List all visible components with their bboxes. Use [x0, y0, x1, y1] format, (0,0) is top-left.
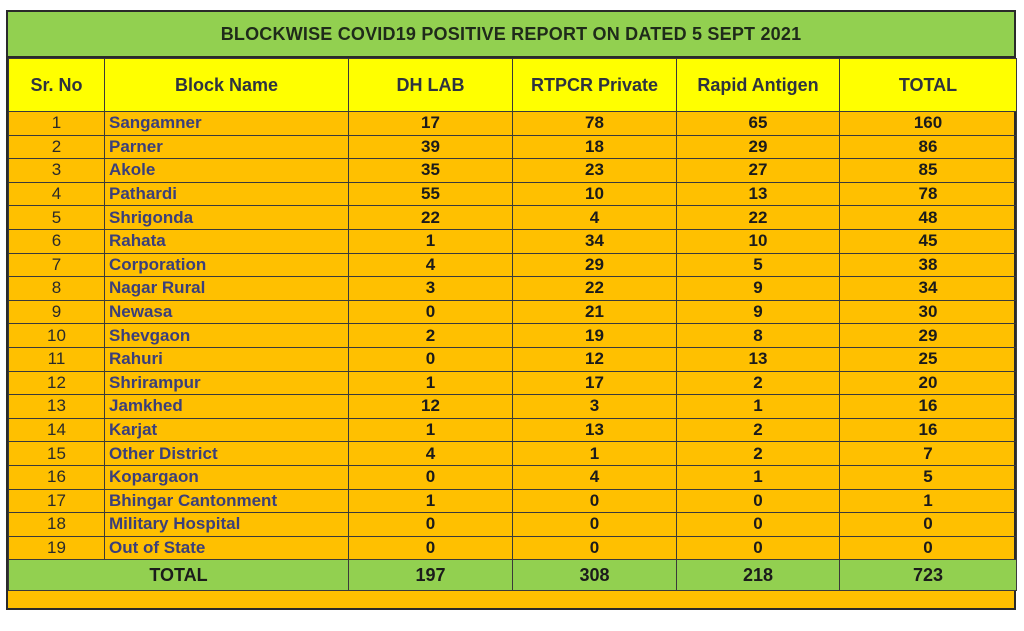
cell-sr-no: 12 [9, 371, 105, 395]
cell-sr-no: 7 [9, 253, 105, 277]
header-block-name: Block Name [105, 59, 349, 112]
cell-block-name: Jamkhed [105, 395, 349, 419]
cell-dh-lab: 1 [349, 489, 513, 513]
cell-block-name: Rahata [105, 229, 349, 253]
cell-rapid-antigen: 9 [677, 277, 840, 301]
cell-total: 25 [840, 347, 1017, 371]
cell-total: 0 [840, 513, 1017, 537]
cell-rapid-antigen: 0 [677, 513, 840, 537]
cell-total: 38 [840, 253, 1017, 277]
cell-sr-no: 17 [9, 489, 105, 513]
cell-rapid-antigen: 9 [677, 300, 840, 324]
table-row [9, 135, 1017, 159]
table-row [9, 182, 1017, 206]
cell-rtpcr-private: 78 [513, 112, 677, 136]
cell-block-name: Shevgaon [105, 324, 349, 348]
cell-sr-no: 1 [9, 112, 105, 136]
total-rtpcr-private: 308 [513, 560, 677, 591]
cell-dh-lab: 1 [349, 229, 513, 253]
cell-total: 16 [840, 418, 1017, 442]
cell-rapid-antigen: 1 [677, 465, 840, 489]
cell-dh-lab: 1 [349, 371, 513, 395]
cell-rtpcr-private: 22 [513, 277, 677, 301]
cell-sr-no: 9 [9, 300, 105, 324]
total-rapid-antigen: 218 [677, 560, 840, 591]
cell-dh-lab: 17 [349, 112, 513, 136]
cell-total: 16 [840, 395, 1017, 419]
table-row [9, 418, 1017, 442]
table-row [9, 513, 1017, 537]
cell-sr-no: 6 [9, 229, 105, 253]
header-row [9, 59, 1017, 112]
report-sheet [6, 10, 1016, 610]
cell-rapid-antigen: 8 [677, 324, 840, 348]
cell-block-name: Karjat [105, 418, 349, 442]
table-row [9, 347, 1017, 371]
cell-rapid-antigen: 5 [677, 253, 840, 277]
table-row [9, 536, 1017, 560]
cell-sr-no: 2 [9, 135, 105, 159]
cell-block-name: Military Hospital [105, 513, 349, 537]
cell-total: 29 [840, 324, 1017, 348]
cell-dh-lab: 0 [349, 347, 513, 371]
cell-dh-lab: 22 [349, 206, 513, 230]
cell-total: 20 [840, 371, 1017, 395]
cell-rtpcr-private: 10 [513, 182, 677, 206]
cell-rtpcr-private: 29 [513, 253, 677, 277]
cell-total: 1 [840, 489, 1017, 513]
table-row [9, 371, 1017, 395]
cell-total: 86 [840, 135, 1017, 159]
cell-rtpcr-private: 12 [513, 347, 677, 371]
cell-total: 160 [840, 112, 1017, 136]
cell-sr-no: 15 [9, 442, 105, 466]
cell-rtpcr-private: 13 [513, 418, 677, 442]
cell-dh-lab: 0 [349, 300, 513, 324]
header-total: TOTAL [840, 59, 1017, 112]
table-row [9, 253, 1017, 277]
table-row [9, 112, 1017, 136]
cell-dh-lab: 0 [349, 465, 513, 489]
header-sr-no: Sr. No [9, 59, 105, 112]
header-rapid-antigen: Rapid Antigen [677, 59, 840, 112]
cell-total: 30 [840, 300, 1017, 324]
cell-sr-no: 13 [9, 395, 105, 419]
cell-total: 45 [840, 229, 1017, 253]
cell-rapid-antigen: 0 [677, 489, 840, 513]
cell-rapid-antigen: 13 [677, 182, 840, 206]
cell-block-name: Other District [105, 442, 349, 466]
cell-total: 7 [840, 442, 1017, 466]
cell-block-name: Akole [105, 159, 349, 183]
cell-rapid-antigen: 2 [677, 418, 840, 442]
table-row [9, 465, 1017, 489]
cell-dh-lab: 55 [349, 182, 513, 206]
cell-rapid-antigen: 22 [677, 206, 840, 230]
cell-dh-lab: 12 [349, 395, 513, 419]
cell-block-name: Bhingar Cantonment [105, 489, 349, 513]
cell-rtpcr-private: 4 [513, 465, 677, 489]
cell-dh-lab: 0 [349, 536, 513, 560]
cell-dh-lab: 3 [349, 277, 513, 301]
covid-report-table [8, 58, 1017, 591]
grand-total: 723 [840, 560, 1017, 591]
cell-sr-no: 3 [9, 159, 105, 183]
table-row [9, 395, 1017, 419]
cell-total: 0 [840, 536, 1017, 560]
cell-rapid-antigen: 13 [677, 347, 840, 371]
cell-sr-no: 10 [9, 324, 105, 348]
cell-rapid-antigen: 27 [677, 159, 840, 183]
cell-block-name: Nagar Rural [105, 277, 349, 301]
cell-rtpcr-private: 23 [513, 159, 677, 183]
cell-dh-lab: 1 [349, 418, 513, 442]
cell-total: 34 [840, 277, 1017, 301]
cell-rtpcr-private: 34 [513, 229, 677, 253]
cell-block-name: Newasa [105, 300, 349, 324]
cell-rapid-antigen: 65 [677, 112, 840, 136]
totals-label: TOTAL [9, 560, 349, 591]
cell-rapid-antigen: 0 [677, 536, 840, 560]
cell-rtpcr-private: 3 [513, 395, 677, 419]
cell-total: 48 [840, 206, 1017, 230]
cell-total: 85 [840, 159, 1017, 183]
cell-block-name: Sangamner [105, 112, 349, 136]
cell-sr-no: 11 [9, 347, 105, 371]
header-rtpcr-private: RTPCR Private [513, 59, 677, 112]
cell-sr-no: 8 [9, 277, 105, 301]
table-row [9, 229, 1017, 253]
cell-rapid-antigen: 1 [677, 395, 840, 419]
cell-rapid-antigen: 2 [677, 371, 840, 395]
cell-dh-lab: 0 [349, 513, 513, 537]
cell-sr-no: 18 [9, 513, 105, 537]
cell-block-name: Corporation [105, 253, 349, 277]
cell-block-name: Pathardi [105, 182, 349, 206]
cell-rapid-antigen: 29 [677, 135, 840, 159]
table-row [9, 300, 1017, 324]
header-dh-lab: DH LAB [349, 59, 513, 112]
cell-total: 78 [840, 182, 1017, 206]
table-row [9, 159, 1017, 183]
table-row [9, 277, 1017, 301]
cell-rtpcr-private: 4 [513, 206, 677, 230]
cell-block-name: Shrirampur [105, 371, 349, 395]
cell-rtpcr-private: 19 [513, 324, 677, 348]
cell-block-name: Rahuri [105, 347, 349, 371]
report-title: BLOCKWISE COVID19 POSITIVE REPORT ON DATED 5 SEPT 2021 [8, 12, 1014, 58]
cell-rtpcr-private: 1 [513, 442, 677, 466]
cell-dh-lab: 4 [349, 442, 513, 466]
cell-sr-no: 4 [9, 182, 105, 206]
cell-dh-lab: 35 [349, 159, 513, 183]
cell-rtpcr-private: 0 [513, 536, 677, 560]
cell-sr-no: 5 [9, 206, 105, 230]
cell-rtpcr-private: 17 [513, 371, 677, 395]
totals-row [9, 560, 1017, 591]
cell-dh-lab: 39 [349, 135, 513, 159]
table-row [9, 324, 1017, 348]
cell-block-name: Parner [105, 135, 349, 159]
cell-block-name: Shrigonda [105, 206, 349, 230]
cell-rapid-antigen: 10 [677, 229, 840, 253]
table-row [9, 442, 1017, 466]
total-dh-lab: 197 [349, 560, 513, 591]
cell-sr-no: 19 [9, 536, 105, 560]
cell-dh-lab: 4 [349, 253, 513, 277]
cell-rtpcr-private: 0 [513, 489, 677, 513]
cell-rtpcr-private: 0 [513, 513, 677, 537]
cell-block-name: Out of State [105, 536, 349, 560]
table-row [9, 206, 1017, 230]
cell-sr-no: 16 [9, 465, 105, 489]
cell-rtpcr-private: 18 [513, 135, 677, 159]
cell-rtpcr-private: 21 [513, 300, 677, 324]
cell-rapid-antigen: 2 [677, 442, 840, 466]
cell-dh-lab: 2 [349, 324, 513, 348]
cell-total: 5 [840, 465, 1017, 489]
table-row [9, 489, 1017, 513]
cell-sr-no: 14 [9, 418, 105, 442]
cell-block-name: Kopargaon [105, 465, 349, 489]
